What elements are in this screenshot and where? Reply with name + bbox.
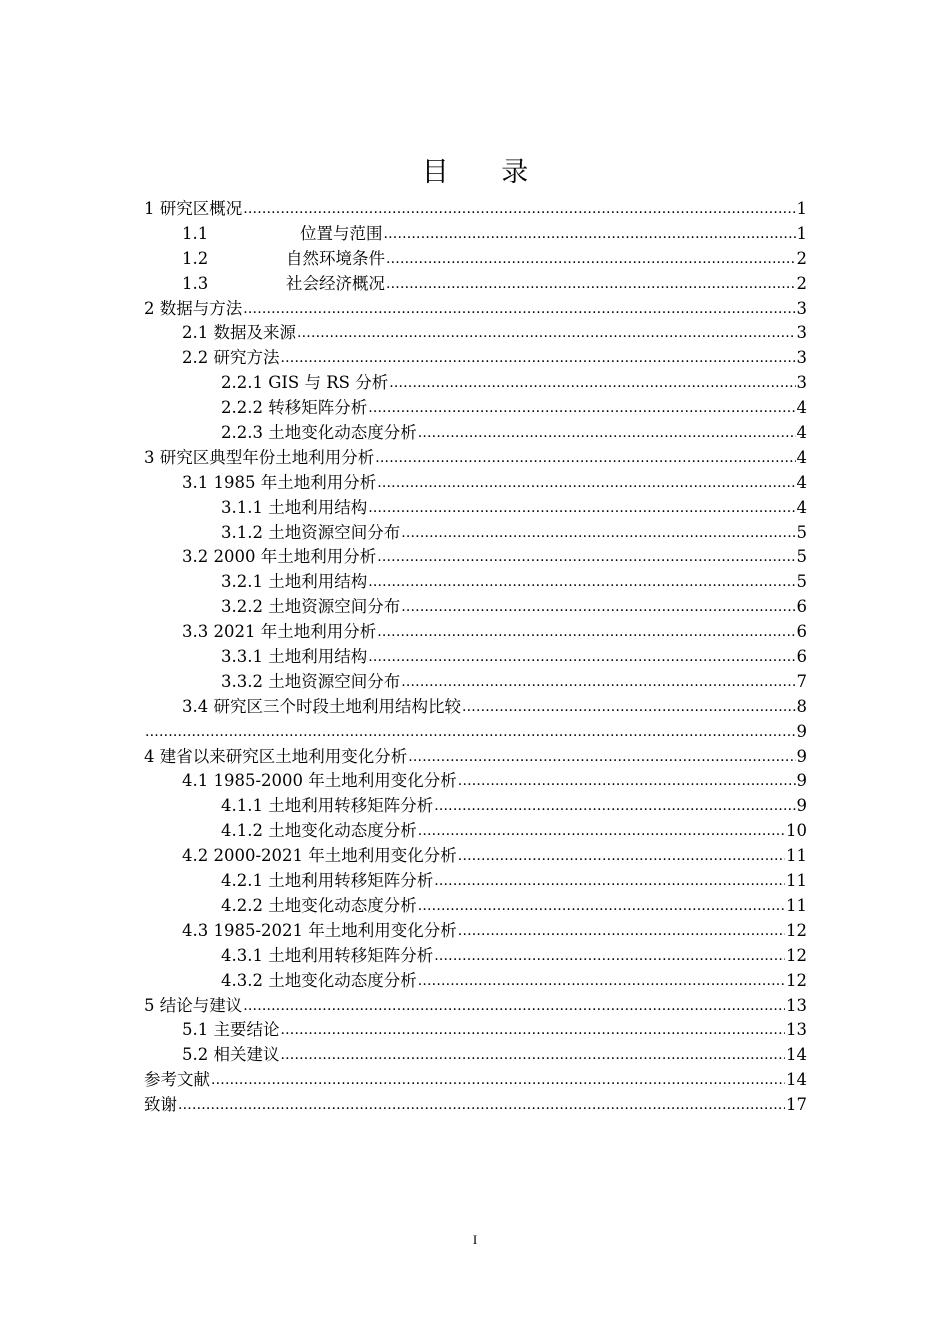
toc-entry-label: 2.1 数据及来源 (182, 323, 296, 343)
toc-entry[interactable] (144, 720, 807, 745)
toc-leader-dots (418, 893, 785, 919)
toc-leader-dots (418, 420, 796, 446)
toc-leader-dots (462, 694, 796, 720)
toc-entry[interactable] (144, 645, 807, 670)
toc-entry[interactable] (144, 446, 807, 471)
toc-entry[interactable] (144, 620, 807, 645)
toc-leader-dots (377, 619, 795, 645)
page-title: 目 录 (421, 157, 551, 188)
toc-page-number: 2 (796, 248, 807, 268)
toc-entry-text: 自然环境条件 (286, 248, 385, 268)
toc-page-number: 5 (796, 572, 807, 592)
toc-leader-dots (458, 843, 785, 869)
toc-entry-label: 3.3 2021 年土地利用分析 (182, 622, 377, 642)
toc-entry[interactable] (144, 396, 807, 421)
toc-entry-label: 3 研究区典型年份土地利用分析 (144, 447, 375, 467)
toc-leader-dots (297, 320, 796, 346)
toc-entry[interactable] (144, 994, 807, 1019)
toc-entry-number: 1.3 (182, 273, 209, 293)
toc-entry-number: 1.1 (182, 223, 209, 243)
toc-leader-dots (418, 818, 785, 844)
toc-entry-number: 1.2 (182, 248, 209, 268)
toc-entry-label: 3.2.2 土地资源空间分布 (221, 597, 401, 617)
toc-entry-label: 2.2 研究方法 (182, 348, 280, 368)
toc-entry[interactable] (144, 346, 807, 371)
toc-page-number: 11 (786, 871, 807, 891)
toc-entry-label: 4.1.1 土地利用转移矩阵分析 (221, 796, 434, 816)
toc-leader-dots (434, 868, 785, 894)
toc-entry-label: 4 建省以来研究区土地利用变化分析 (144, 746, 408, 766)
toc-leader-dots (377, 544, 795, 570)
toc-entry[interactable] (144, 197, 807, 222)
toc-entry-label: 3.2.1 土地利用结构 (221, 572, 368, 592)
toc-entry-label (182, 272, 385, 297)
toc-leader-dots (281, 345, 796, 371)
toc-page-number: 4 (796, 398, 807, 418)
toc-leader-dots (243, 993, 785, 1019)
toc-entry[interactable] (144, 545, 807, 570)
toc-page-number: 6 (796, 647, 807, 667)
toc-page-number: 4 (796, 472, 807, 492)
toc-page-number: 8 (796, 696, 807, 716)
toc-entry-label: 5 结论与建议 (144, 995, 243, 1015)
toc-entry[interactable] (144, 969, 807, 994)
toc-entry-label: 2.2.3 土地变化动态度分析 (221, 423, 417, 443)
toc-leader-dots (368, 495, 795, 521)
toc-entry-label: 3.1.1 土地利用结构 (221, 497, 368, 517)
toc-page-number: 13 (786, 995, 807, 1015)
toc-page-number: 9 (796, 771, 807, 791)
toc-page-number: 7 (796, 671, 807, 691)
toc-page-number: 3 (796, 348, 807, 368)
toc-entry[interactable] (144, 869, 807, 894)
toc-page-number: 12 (786, 970, 807, 990)
toc-entry[interactable] (144, 421, 807, 446)
toc-page-number: 4 (796, 447, 807, 467)
toc-entry-label: 3.1.2 土地资源空间分布 (221, 522, 401, 542)
toc-entry-label: 2.2.2 转移矩阵分析 (221, 398, 368, 418)
toc-page-number: 6 (796, 597, 807, 617)
toc-entry[interactable] (144, 247, 807, 272)
toc-entry-label: 4.3 1985-2021 年土地利用变化分析 (182, 920, 457, 940)
toc-page-number: 3 (796, 323, 807, 343)
toc-entry[interactable] (144, 944, 807, 969)
toc-page-number: 12 (786, 920, 807, 940)
toc-page-number: 5 (796, 522, 807, 542)
toc-leader-dots (368, 569, 795, 595)
toc-leader-dots (377, 470, 795, 496)
toc-entry-label: 2.2.1 GIS 与 RS 分析 (221, 373, 389, 393)
toc-page-number: 1 (796, 223, 807, 243)
toc-leader-dots (384, 221, 796, 247)
toc-entry[interactable] (144, 496, 807, 521)
toc-page-number: 1 (796, 199, 807, 218)
toc-entry[interactable] (144, 321, 807, 346)
toc-page-number: 4 (796, 423, 807, 443)
table-of-contents (144, 197, 807, 1118)
toc-page-number: 4 (796, 497, 807, 517)
toc-entry-label: 4.2 2000-2021 年土地利用变化分析 (182, 846, 457, 866)
toc-entry-label: 4.3.2 土地变化动态度分析 (221, 970, 417, 990)
toc-entry[interactable] (144, 844, 807, 869)
toc-leader-dots (458, 918, 785, 944)
toc-entry-label: 3.3.2 土地资源空间分布 (221, 671, 401, 691)
toc-page-number: 14 (786, 1070, 807, 1090)
toc-entry-label: 5.2 相关建议 (182, 1045, 280, 1065)
toc-entry-label: 4.2.2 土地变化动态度分析 (221, 895, 417, 915)
toc-entry-label: 致谢 (144, 1095, 177, 1115)
toc-page-number: 10 (786, 821, 807, 841)
toc-entry-label: 4.1.2 土地变化动态度分析 (221, 821, 417, 841)
toc-leader-dots (178, 1092, 785, 1118)
toc-leader-dots (418, 968, 785, 994)
toc-page-number: 3 (796, 298, 807, 318)
toc-leader-dots (386, 271, 796, 297)
toc-entry[interactable] (144, 894, 807, 919)
toc-leader-dots (401, 594, 795, 620)
toc-entry[interactable] (144, 1093, 807, 1118)
toc-entry[interactable] (144, 794, 807, 819)
toc-entry-label: 3.3.1 土地利用结构 (221, 647, 368, 667)
toc-entry-label: 参考文献 (144, 1070, 210, 1090)
toc-leader-dots (401, 669, 795, 695)
toc-leader-dots (408, 744, 795, 770)
toc-leader-dots (375, 445, 795, 471)
toc-entry-label (182, 222, 383, 247)
toc-entry[interactable] (144, 670, 807, 695)
toc-leader-dots (386, 246, 796, 272)
toc-leader-dots (368, 395, 795, 421)
toc-entry[interactable] (144, 1043, 807, 1068)
toc-leader-dots (243, 296, 795, 322)
toc-entry-label: 4.2.1 土地利用转移矩阵分析 (221, 871, 434, 891)
toc-entry[interactable] (144, 745, 807, 770)
toc-entry-label: 2 数据与方法 (144, 298, 243, 318)
page-number-footer: I (472, 1232, 478, 1247)
toc-entry-label: 4.1 1985-2000 年土地利用变化分析 (182, 771, 457, 791)
toc-leader-dots (243, 196, 795, 222)
toc-leader-dots (401, 520, 795, 546)
toc-leader-dots (434, 943, 785, 969)
toc-entry-label: 5.1 主要结论 (182, 1020, 280, 1040)
toc-entry[interactable] (144, 819, 807, 844)
toc-leader-dots (434, 793, 795, 819)
toc-leader-dots (211, 1067, 785, 1093)
toc-page-number: 5 (796, 547, 807, 567)
toc-page-number: 12 (786, 945, 807, 965)
toc-page-number: 14 (786, 1045, 807, 1065)
toc-entry[interactable] (144, 919, 807, 944)
toc-leader-dots (281, 1042, 786, 1068)
toc-entry-label (182, 247, 385, 272)
toc-page-number: 13 (786, 1020, 807, 1040)
toc-entry[interactable] (144, 695, 807, 720)
toc-leader-dots (389, 370, 795, 396)
toc-entry[interactable] (144, 1068, 807, 1093)
toc-entry-label: 1 研究区概况 (144, 199, 243, 218)
toc-page-number: 9 (796, 796, 807, 816)
toc-leader-dots (281, 1017, 786, 1043)
toc-entry[interactable] (144, 371, 807, 396)
toc-entry[interactable] (144, 297, 807, 322)
toc-entry[interactable] (144, 570, 807, 595)
toc-entry[interactable] (144, 222, 807, 247)
toc-page-number: 6 (796, 622, 807, 642)
toc-entry-label: 4.3.1 土地利用转移矩阵分析 (221, 945, 434, 965)
toc-entry-label: 3.2 2000 年土地利用分析 (182, 547, 377, 567)
toc-entry[interactable] (144, 595, 807, 620)
toc-entry-text: 位置与范围 (300, 223, 383, 243)
toc-page-number: 9 (796, 721, 807, 741)
toc-entry-label: 3.1 1985 年土地利用分析 (182, 472, 377, 492)
toc-entry[interactable] (144, 1018, 807, 1043)
toc-page-number: 2 (796, 273, 807, 293)
toc-page-number: 11 (786, 895, 807, 915)
toc-leader-dots (145, 719, 796, 745)
toc-page-number: 3 (796, 373, 807, 393)
toc-entry-text: 社会经济概况 (286, 273, 385, 293)
toc-entry[interactable] (144, 769, 807, 794)
toc-entry[interactable] (144, 471, 807, 496)
toc-entry[interactable] (144, 521, 807, 546)
toc-entry-label: 3.4 研究区三个时段土地利用结构比较 (182, 696, 461, 716)
toc-page-number: 9 (796, 746, 807, 766)
toc-entry[interactable] (144, 272, 807, 297)
toc-page-number: 17 (786, 1095, 807, 1115)
toc-leader-dots (368, 644, 795, 670)
toc-page-number: 11 (786, 846, 807, 866)
toc-leader-dots (458, 768, 796, 794)
